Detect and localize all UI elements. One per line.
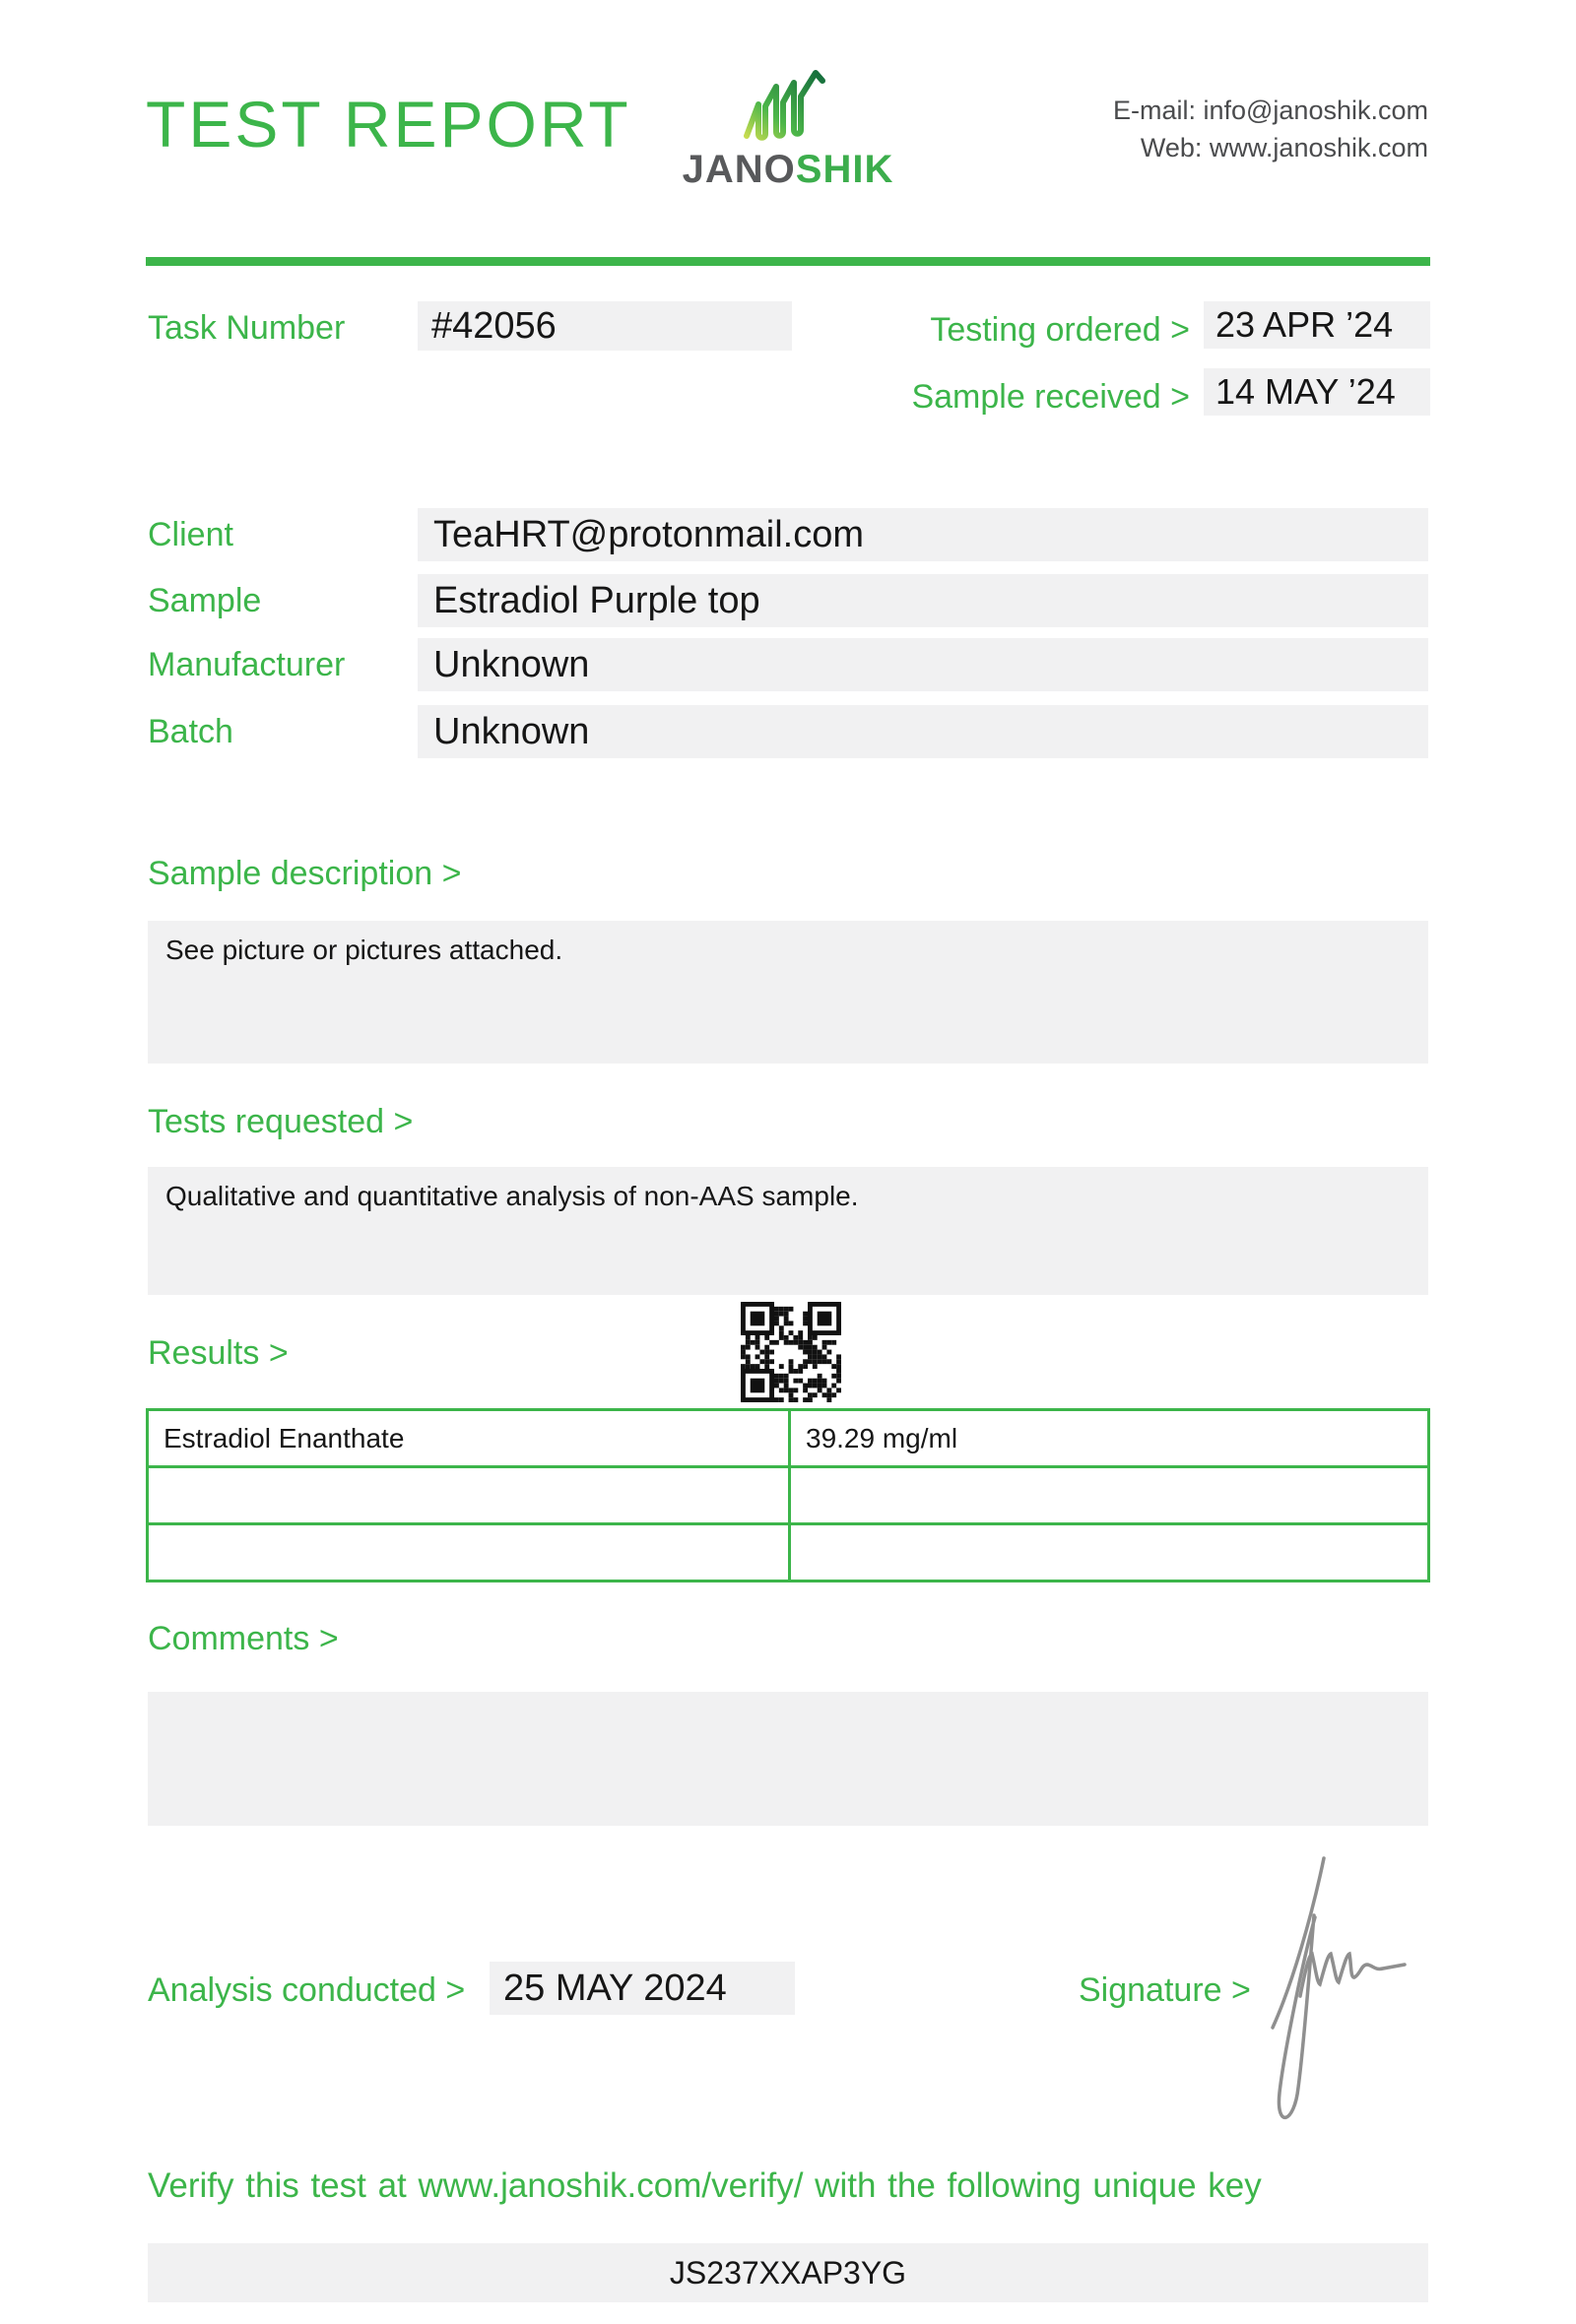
logo-wordmark bbox=[682, 150, 894, 189]
client-label: Client bbox=[148, 516, 233, 553]
task-number-value: #42056 bbox=[418, 301, 792, 351]
result-amount bbox=[791, 1525, 1427, 1580]
batch-label: Batch bbox=[148, 713, 233, 750]
batch-value: Unknown bbox=[418, 705, 1428, 758]
task-number-label: Task Number bbox=[148, 309, 346, 347]
result-amount: 39.29 mg/ml bbox=[791, 1411, 1427, 1465]
logo-text-green: SHIK bbox=[795, 148, 894, 191]
unique-key-value: JS237XXAP3YG bbox=[148, 2243, 1428, 2302]
client-value: TeaHRT@protonmail.com bbox=[418, 508, 1428, 561]
result-substance bbox=[149, 1525, 788, 1580]
testing-ordered-label: Testing ordered > bbox=[930, 311, 1190, 349]
contact-block bbox=[1113, 93, 1428, 167]
result-substance: Estradiol Enanthate bbox=[149, 1411, 788, 1465]
sample-received-date: 14 MAY ’24 bbox=[1204, 368, 1430, 416]
sample-description-box: See picture or pictures attached. bbox=[148, 921, 1428, 1064]
sample-description-heading: Sample description > bbox=[148, 855, 462, 892]
contact-web: Web: www.janoshik.com bbox=[1140, 132, 1428, 162]
header-divider bbox=[146, 257, 1430, 266]
janoshik-logo bbox=[682, 67, 894, 189]
verify-instruction: Verify this test at www.janoshik.com/verify/ with the following unique key bbox=[148, 2166, 1262, 2205]
sample-received-label: Sample received > bbox=[911, 378, 1190, 416]
manufacturer-value: Unknown bbox=[418, 638, 1428, 691]
analysis-conducted-label: Analysis conducted > bbox=[148, 1971, 466, 2009]
tests-requested-box: Qualitative and quantitative analysis of non-AAS sample. bbox=[148, 1167, 1428, 1295]
testing-ordered-date: 23 APR ’24 bbox=[1204, 301, 1430, 349]
logo-text-gray: JANO bbox=[682, 148, 796, 191]
sample-value: Estradiol Purple top bbox=[418, 574, 1428, 627]
results-heading: Results > bbox=[148, 1334, 289, 1372]
analysis-conducted-date: 25 MAY 2024 bbox=[490, 1962, 795, 2015]
results-table bbox=[146, 1408, 1430, 1582]
result-substance bbox=[149, 1468, 788, 1522]
handwritten-signature-icon bbox=[1263, 1856, 1420, 2142]
tests-requested-heading: Tests requested > bbox=[148, 1103, 414, 1140]
qr-code-icon bbox=[741, 1302, 841, 1402]
trend-chart-icon bbox=[741, 67, 835, 146]
contact-email: E-mail: info@janoshik.com bbox=[1112, 96, 1428, 125]
signature-label: Signature > bbox=[1079, 1971, 1251, 2009]
manufacturer-label: Manufacturer bbox=[148, 646, 346, 683]
page-title: TEST REPORT bbox=[146, 88, 631, 161]
comments-box bbox=[148, 1692, 1428, 1826]
comments-heading: Comments > bbox=[148, 1620, 339, 1657]
result-amount bbox=[791, 1468, 1427, 1522]
sample-label: Sample bbox=[148, 582, 262, 619]
